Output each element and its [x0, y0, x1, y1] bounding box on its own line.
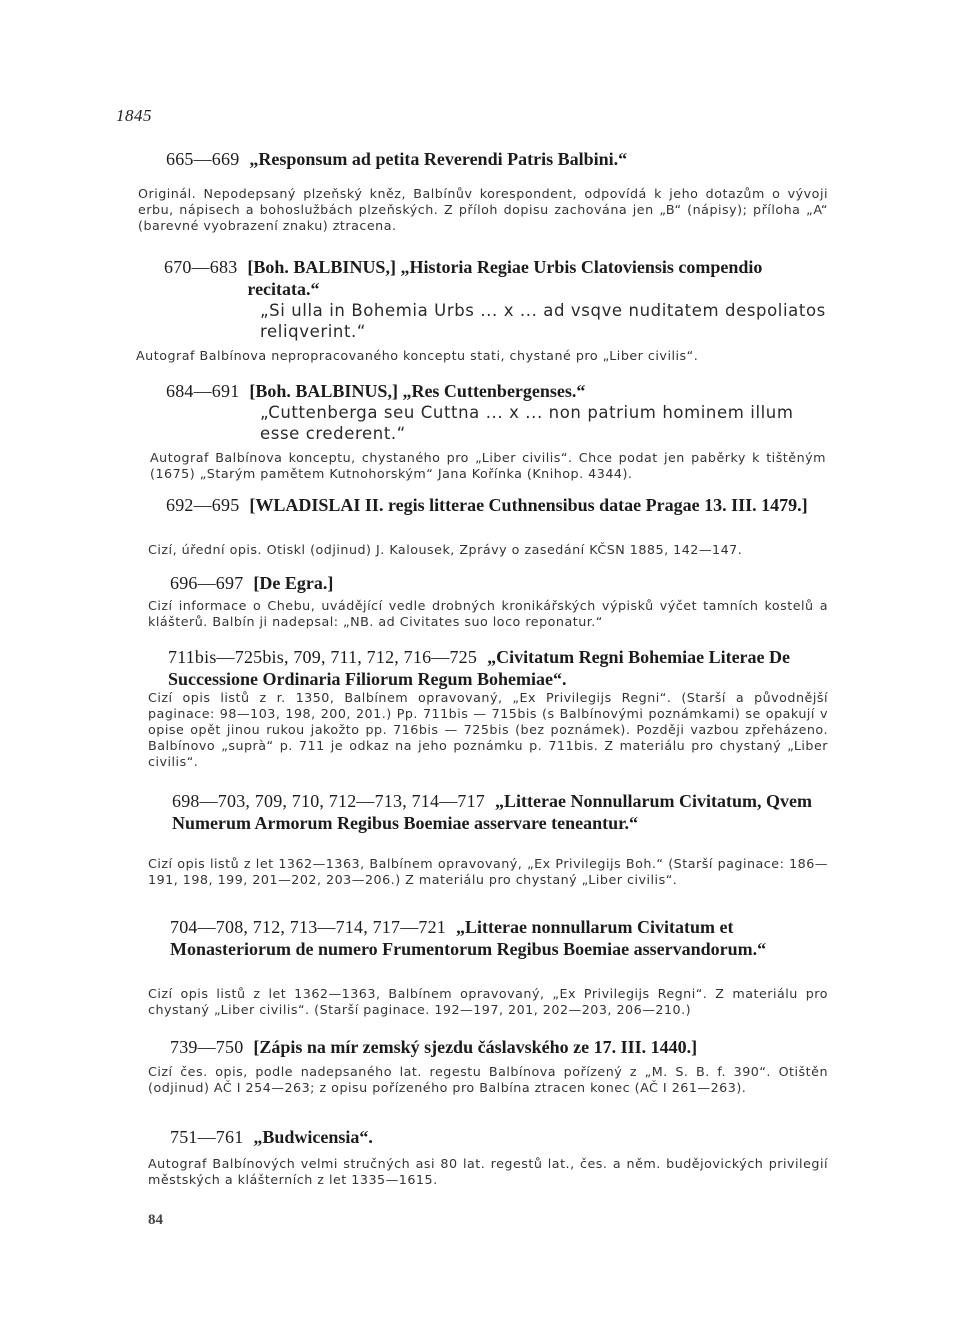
entry-heading: [170, 916, 828, 960]
entry-heading: [168, 646, 830, 690]
page-range: 704—708, 712, 713—714, 717—721: [170, 917, 446, 937]
entry-incipit: „Si ulla in Bohemia Urbs ... x ... ad vsqve nuditatem despoliatos reliqverint.“: [260, 301, 826, 341]
entry-title: [Boh. BALBINUS,] „Res Cuttenbergenses.“: [249, 381, 586, 401]
page-number: 84: [148, 1212, 163, 1228]
page-range: 670—683: [164, 257, 238, 277]
entry-title: [De Egra.]: [253, 573, 334, 593]
entry-incipit: „Cuttenberga seu Cuttna ... x ... non patrium hominem illum esse crederent.“: [260, 403, 794, 443]
page-range: 692—695: [166, 495, 240, 515]
entry-description: Cizí čes. opis, podle nadepsaného lat. regestu Balbínova pořízený z „M. S. B. f. 390“. Otištěn (odjinud) AČ I 254—263; z opisu pořízeného pro Balbína ztracen konec (AČ I 261—263).: [148, 1064, 828, 1095]
entry-heading: [170, 1126, 828, 1148]
entry-title: „Civitatum Regni Bohemiae Literae De Successione Ordinaria Filiorum Regum Bohemiae“.: [168, 647, 791, 689]
entry-title: „Litterae Nonnullarum Civitatum, Qvem Numerum Armorum Regibus Boemiae asservare teneantur.“: [172, 791, 812, 833]
entry-description: Autograf Balbínova nepropracovaného konceptu stati, chystané pro „Liber civilis“.: [136, 348, 699, 363]
entry-description: Autograf Balbínových velmi stručných asi 80 lat. regestů lat., čes. a něm. budějovických privilegií městských a klášterních z let 1335—1615.: [148, 1156, 828, 1187]
page-range: 698—703, 709, 710, 712—713, 714—717: [172, 791, 485, 811]
entry-title: „Litterae nonnullarum Civitatum et Monasteriorum de numero Frumentorum Regibus Boemiae asservandorum.“: [170, 917, 767, 959]
entry-title: „Budwicensia“.: [253, 1127, 373, 1147]
entry-heading-text: [168, 646, 830, 690]
page-range: 751—761: [170, 1127, 244, 1147]
entry-description: Autograf Balbínova konceptu, chystaného pro „Liber civilis“. Chce podat jen paběrky k tištěným (1675) „Starým pamětem Kutnohorským“ Jana Kořínka (Knihop. 4344).: [150, 450, 826, 481]
entry-description: Cizí, úřední opis. Otiskl (odjinud) J. Kalousek, Zprávy o zasedání KČSN 1885, 142—147.: [148, 542, 743, 557]
page-range: 696—697: [170, 573, 244, 593]
entry-heading-text: [172, 790, 830, 834]
entry-heading: [170, 1036, 838, 1058]
entry-heading: [170, 572, 828, 594]
entry-description: Cizí opis listů z let 1362—1363, Balbínem opravovaný, „Ex Privilegijs Boh.“ (Starší paginace: 186—191, 198, 199, 201—202, 203—206.) Z materiálu pro chystaný „Liber civilis“.: [148, 856, 828, 887]
entry-description: Cizí informace o Chebu, uvádějící vedle drobných kronikářských výpisků výčet tamních kostelů a klášterů. Balbín ji nadepsal: „NB. ad Civitates suo loco reponatur.“: [148, 598, 828, 629]
running-head: 1845: [116, 106, 152, 125]
entry-description: Originál. Nepodepsaný plzeňský kněz, Balbínův korespondent, odpovídá k jeho dotazům o vývoji erbu, nápisech a bohoslužbách plzeňských. Z příloh dopisu zachována jen „B“ (nápisy); příloha „A“ (barevné vyobrazení znaku) ztracena.: [138, 186, 828, 233]
entry-heading: [166, 148, 826, 170]
entry-heading: [164, 256, 828, 300]
entry-title: [Zápis na mír zemský sjezdu čáslavského ze 17. III. 1440.]: [253, 1037, 698, 1057]
entry-heading: [172, 790, 830, 834]
entry-heading-text: [170, 916, 828, 960]
page-range: 684—691: [166, 381, 240, 401]
page-range: 739—750: [170, 1037, 244, 1057]
entry-title: [Boh. BALBINUS,] „Historia Regiae Urbis Clatoviensis compendio recitata.“: [247, 257, 763, 299]
entry-title: „Responsum ad petita Reverendi Patris Balbini.“: [249, 149, 628, 169]
entry-description: Cizí opis listů z let 1362—1363, Balbínem opravovaný, „Ex Privilegijs Regni“. Z materiálu pro chystaný „Liber civilis“. (Starší paginace. 192—197, 201, 202—203, 206—210.): [148, 986, 828, 1017]
entry-description: Cizí opis listů z r. 1350, Balbínem opravovaný, „Ex Privilegijs Regni“. (Starší a původnější paginace: 98—103, 198, 200, 201.) Pp. 711bis — 715bis (s Balbínovými poznámkami) se opakují v opise opět jinou rukou jakožto pp. 716bis — 725bis (bez poznámek). Později vazbou zpřeházeno. Balbínovo „suprà“ p. 711 je odkaz na jeho poznámku p. 711bis. Z materiálu pro chystaný „Liber civilis“.: [148, 690, 828, 769]
page-range: 711bis—725bis, 709, 711, 712, 716—725: [168, 647, 478, 667]
entry-heading: [166, 494, 828, 516]
page-range: 665—669: [166, 149, 240, 169]
entry-title: [WLADISLAI II. regis litterae Cuthnensibus datae Pragae 13. III. 1479.]: [249, 495, 808, 515]
entry-heading: [166, 380, 828, 402]
